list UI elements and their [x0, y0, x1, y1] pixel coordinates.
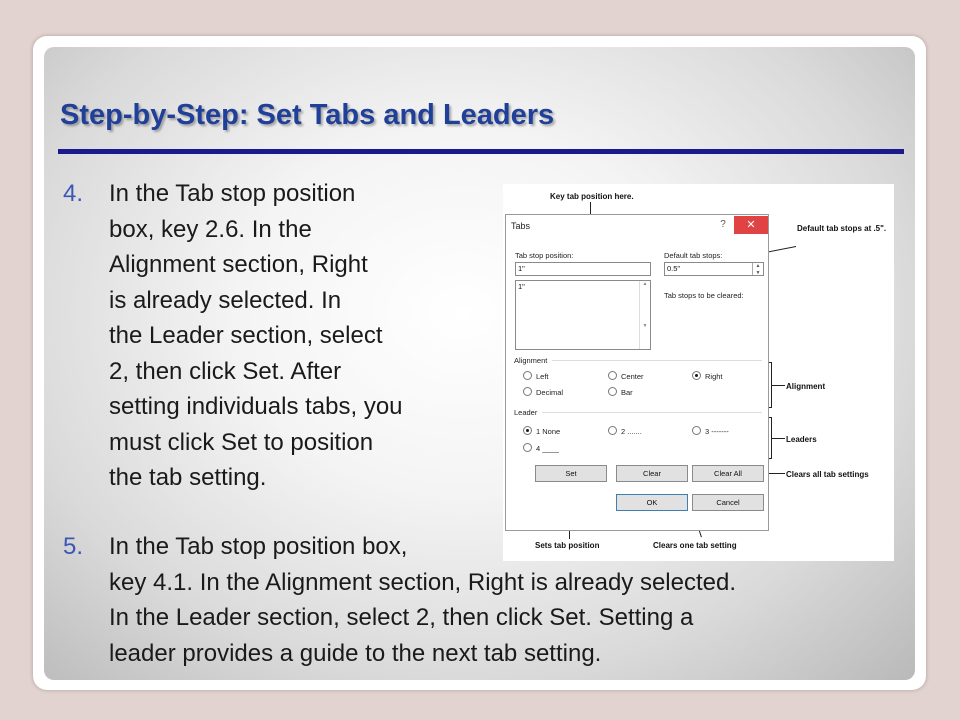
tab-stop-list-item[interactable]: 1": [518, 282, 525, 291]
alignment-label: Alignment: [514, 356, 548, 365]
close-button[interactable]: ✕: [734, 216, 768, 234]
step-line: Alignment section, Right: [109, 251, 368, 278]
set-button[interactable]: Set: [535, 465, 607, 482]
step-4: [63, 176, 523, 536]
annotation-default-tabs: Default tab stops at .5".: [797, 224, 887, 233]
slide-title: Step-by-Step: Set Tabs and Leaders: [60, 99, 555, 131]
align-center-label: Center: [621, 372, 644, 381]
help-button[interactable]: ?: [720, 219, 726, 230]
ok-button[interactable]: OK: [616, 494, 688, 511]
step-line: setting individuals tabs, you: [109, 393, 403, 420]
leader-none-radio[interactable]: [523, 426, 532, 435]
dialog-titlebar: [506, 215, 768, 237]
section-divider: [542, 412, 762, 413]
step-line: 2, then click Set. After: [109, 357, 342, 385]
align-left-label: Left: [536, 372, 549, 381]
dialog-title: Tabs: [511, 221, 531, 231]
callout-line: [771, 438, 785, 439]
align-right-radio[interactable]: [692, 371, 701, 380]
annotation-sets-tab: Sets tab position: [535, 541, 600, 550]
title-rule: [58, 149, 904, 154]
step-text: [109, 176, 519, 496]
align-right-label: Right: [705, 372, 723, 381]
step-line: key 4.1. In the Alignment section, Right is already selected.: [109, 568, 737, 596]
clear-button[interactable]: Clear: [616, 465, 688, 482]
tab-stop-list[interactable]: [515, 280, 651, 350]
list-scrollbar[interactable]: ▲ ▼: [639, 281, 650, 349]
align-left-radio[interactable]: [523, 371, 532, 380]
default-tab-input[interactable]: [664, 262, 764, 276]
step-line: box, key 2.6. In the: [109, 215, 312, 243]
step-line: the tab setting.: [109, 464, 267, 491]
callout-line: [771, 385, 785, 386]
annotation-alignment: Alignment: [786, 382, 826, 391]
step-line: In the Leader section, select 2, then click Set. Setting a: [109, 604, 694, 631]
tabs-dialog: [505, 214, 769, 531]
tab-stop-value: 1": [518, 264, 525, 273]
default-tab-value: 0.5": [667, 264, 681, 273]
cancel-button[interactable]: Cancel: [692, 494, 764, 511]
step-number: 5.: [63, 533, 84, 560]
leader-dots-radio[interactable]: [608, 426, 617, 435]
annotation-clears-all: Clears all tab settings: [786, 470, 869, 479]
step-line: In the Tab stop position box,: [109, 533, 408, 560]
step-line: In the Tab stop position: [109, 180, 356, 207]
leader-label: Leader: [514, 408, 538, 417]
slide: [44, 47, 915, 680]
leader-underline-radio[interactable]: [523, 443, 532, 452]
step-line: the Leader section, select: [109, 322, 383, 349]
leader-dashes-radio[interactable]: [692, 426, 701, 435]
clear-all-button[interactable]: Clear All: [692, 465, 764, 482]
tabs-dialog-figure: [503, 184, 894, 561]
align-bar-radio[interactable]: [608, 387, 617, 396]
align-center-radio[interactable]: [608, 371, 617, 380]
step-line: leader provides a guide to the next tab setting.: [109, 639, 602, 667]
to-clear-label: Tab stops to be cleared:: [664, 291, 744, 300]
tab-stop-label: Tab stop position:: [515, 251, 574, 260]
leader-dashes-label: 3 -------: [705, 427, 729, 436]
annotation-key-tab: Key tab position here.: [550, 192, 634, 201]
step-line: must click Set to position: [109, 428, 374, 456]
leader-none-label: 1 None: [536, 427, 561, 436]
annotation-leaders: Leaders: [786, 435, 817, 444]
section-divider: [552, 360, 762, 361]
step-line: is already selected. In: [109, 286, 342, 314]
spin-arrows-icon[interactable]: ▲ ▼: [752, 263, 763, 275]
leader-underline-label: 4 ____: [536, 444, 559, 453]
align-bar-label: Bar: [621, 388, 633, 397]
step-number: 4.: [63, 180, 84, 207]
annotation-clears-one: Clears one tab setting: [653, 541, 737, 550]
align-decimal-label: Decimal: [536, 388, 564, 397]
leader-dots-label: 2 .......: [621, 427, 642, 436]
align-decimal-radio[interactable]: [523, 387, 532, 396]
tab-stop-input[interactable]: [515, 262, 651, 276]
default-tab-label: Default tab stops:: [664, 251, 723, 260]
